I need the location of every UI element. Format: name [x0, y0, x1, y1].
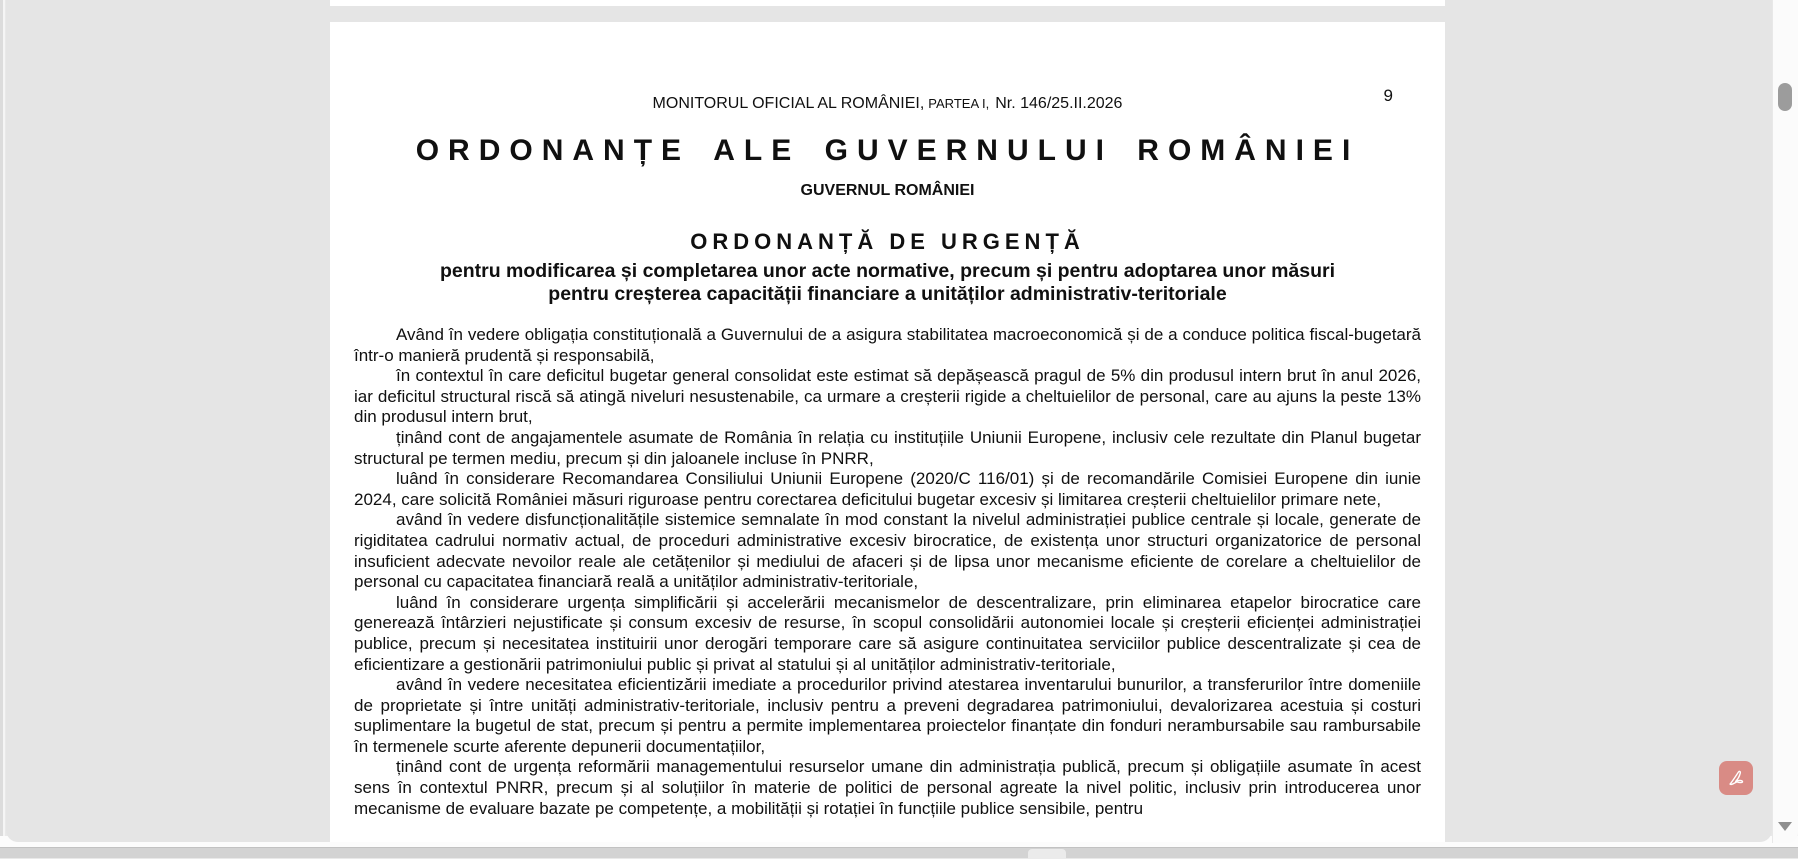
vertical-scrollbar-thumb[interactable]	[1778, 83, 1792, 111]
preamble-paragraph: ținând cont de urgența reformării managementului resurselor umane din administrația publică, precum și obligațiile asumate în acest sens în contextul PNRR, precum și al soluțiilor în materie de politici de personal agreate la nivel politic, inclusiv prin introducerea unor mecanisme de evaluare bazate pe competențe, a mobilității și rotației în funcțiile publice sensibile, pentru	[354, 757, 1421, 818]
act-title	[354, 260, 1421, 306]
pdf-viewer-canvas	[6, 0, 1772, 842]
pdf-page	[330, 22, 1445, 842]
masthead-issue: Nr. 146/25.II.2026	[995, 95, 1123, 112]
previous-page-bottom-edge	[330, 0, 1445, 6]
preamble-paragraph: ținând cont de angajamentele asumate de România în relația cu instituțiile Uniunii Europene, inclusiv cele rezultate din Planul bugetar structural pe termen mediu, precum și din jaloanele incluse în PNRR,	[354, 427, 1421, 468]
section-title: ORDONANȚE ALE GUVERNULUI ROMÂNIEI	[415, 134, 1360, 167]
masthead	[354, 86, 1421, 113]
act-title-line-1: pentru modificarea și completarea unor acte normative, precum și pentru adoptarea unor măsuri	[439, 260, 1336, 282]
preamble-paragraph: având în vedere necesitatea eficientizării imediate a procedurilor privind atestarea inventarului bunurilor, a transferurilor între domeniile de proprietate și între unități administrativ-teritoriale, inclusiv pentru a preveni degradarea patrimoniului, devalorizarea acestuia și costuri suplimentare la bugetul de stat, precum și pentru a permite implementarea proiectelor finanțate din fonduri nerambursabile sau rambursabile în termenele scurte aferente depunerii documentațiilor,	[354, 675, 1421, 756]
preamble-paragraph: în contextul în care deficitul bugetar general consolidat este estimat să depășească pragul de 5% din produsul intern brut în anul 2026, iar deficitul structural riscă să atingă niveluri nesustenabile, ca urmare a creșterii rigide a cheltuielilor de personal, care au ajuns la peste 13% din produsul intern brut,	[354, 366, 1421, 427]
preamble-paragraph: luând în considerare urgența simplificării și accelerării mecanismelor de descentralizare, prin eliminarea etapelor birocratice care generează întârzieri nejustificate și consum excesiv de resurse, în scopul consolidării autonomiei locale și creșterii eficienței administrației publice, precum și necesitatea instituirii unor derogări temporare care să asigure continuitatea serviciilor publice descentralizate și cea de eficientizare a gestionării patrimoniului public și privat al statului și al unităților administrativ-teritoriale,	[354, 592, 1421, 674]
acrobat-pdf-icon	[1725, 767, 1747, 789]
preamble-paragraph: având în vedere disfuncționalitățile sistemice semnalate în mod constant la nivelul administrației publice centrale și locale, generate de rigiditatea cadrului normativ actual, de proceduri administrative excesiv birocratice, de existența unor structuri organizatorice de personal insuficient adecvate nevoilor reale ale cetățenilor și mediului de afaceri și de lipsa unor mecanisme eficiente de corelare a cheltuielilor de personal cu capacitatea financiară reală a unităților administrativ-teritoriale,	[354, 510, 1421, 592]
act-type-heading: ORDONANȚĂ DE URGENȚĂ	[690, 229, 1085, 254]
act-title-line-2: pentru creșterea capacității financiare a unităților administrativ-teritoriale	[548, 283, 1227, 305]
vertical-scrollbar[interactable]	[1772, 0, 1798, 843]
adobe-acrobat-button[interactable]	[1719, 761, 1753, 795]
page-number: 9	[1383, 86, 1393, 105]
window-left-highlight	[3, 0, 5, 858]
preamble-paragraph: luând în considerare Recomandarea Consiliului Uniunii Europene (2020/C 116/01) și de recomandările Comisiei Europene din iunie 2024, care solicită României măsuri riguroase pentru corectarea deficitului bugetar excesiv și limitarea creșterii cheltuielilor primare nete,	[354, 469, 1421, 509]
act-preamble	[354, 325, 1421, 819]
masthead-title: MONITORUL OFICIAL AL ROMÂNIEI,	[652, 95, 925, 112]
preamble-paragraph: Având în vedere obligația constituțională a Guvernului de a asigura stabilitatea macroeconomică și de a conduce politica fiscal-bugetară într-o manieră prudentă și responsabilă,	[354, 325, 1421, 365]
horizontal-scrollbar[interactable]	[0, 847, 1798, 858]
scroll-down-icon[interactable]	[1778, 822, 1792, 831]
issuer-heading: GUVERNUL ROMÂNIEI	[800, 182, 975, 199]
masthead-part: PARTEA I,	[928, 96, 990, 111]
